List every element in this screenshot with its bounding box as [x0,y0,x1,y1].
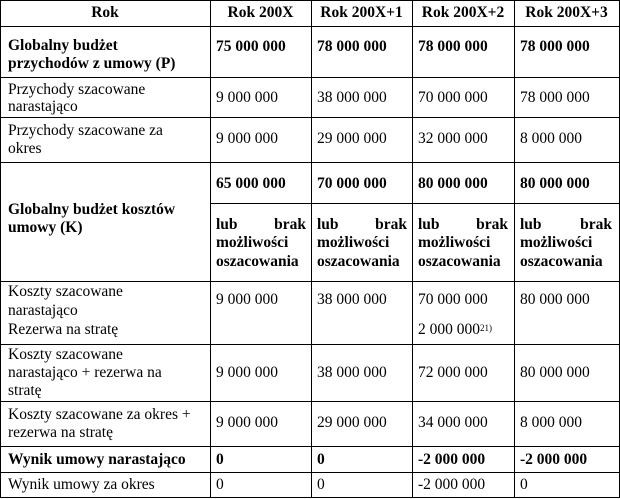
resultperiod-value-1: 0 [216,476,224,493]
costs-label-2: umowy (K) [8,219,83,236]
header-rok: Rok [91,4,119,21]
costperiod-value-2: 29 000 000 [317,414,387,431]
revperiod-value-1: 9 000 000 [216,130,278,147]
costs-value-1: 65 000 000 [216,175,286,192]
costs-alt-line3-2: oszacowania [317,253,400,270]
resultcum-label: Wynik umowy narastająco [8,451,186,468]
costcumres-label-3: stratę [8,382,42,399]
costs-alt-lub-row-4 [520,216,612,234]
costs-alt-line2-2: możliwości [317,234,390,251]
costcum-label-1: Koszty szacowane [8,283,123,300]
rule-costcumres-bottom [0,401,620,402]
costcumres-label-2: narastająco + rezerwa na [8,364,162,381]
costperiod-value-1: 9 000 000 [216,414,278,431]
costcum-value-2: 38 000 000 [317,291,387,308]
resultperiod-label: Wynik umowy za okres [8,476,155,493]
costs-alt-brak: brak [375,216,407,233]
costcum-value-1: 9 000 000 [216,291,278,308]
costcum-value-3: 70 000 000 [418,291,488,308]
costs-alt-line3-1: oszacowania [216,253,299,270]
costcumres-value-3: 72 000 000 [418,364,488,381]
costs-alt-lub: lub [216,216,238,233]
rule-resultcum-bottom [0,472,620,473]
header-year-3: Rok 200X+2 [421,4,505,21]
resultcum-value-4: -2 000 000 [520,451,588,468]
header-year-1: Rok 200X [227,4,294,21]
resultperiod-value-4: 0 [520,476,528,493]
rule-col1 [210,0,211,498]
costs-alt-brak: brak [274,216,306,233]
costcum-label-2: narastająco [8,302,78,319]
revperiod-value-3: 32 000 000 [418,130,488,147]
revenue-value-3: 78 000 000 [418,38,488,55]
costperiod-value-4: 8 000 000 [520,414,582,431]
costs-alt-lub-row-3 [418,216,508,234]
costcumres-value-2: 38 000 000 [317,364,387,381]
costs-alt-line2-1: możliwości [216,234,289,251]
revperiod-label-2: okres [8,140,42,157]
costs-alt-line2-4: możliwości [520,234,593,251]
resultperiod-value-3: -2 000 000 [418,476,486,493]
header-year-4: Rok 200X+3 [525,4,608,21]
rule-costperiod-bottom [0,446,620,447]
costperiod-label-1: Koszty szacowane za okres + [8,406,191,423]
revcum-label-2: narastająco [8,98,78,115]
costs-alt-lub-row-1 [216,216,306,234]
reserve-label: Rezerwa na stratę [8,321,119,338]
revcum-value-4: 78 000 000 [520,89,590,106]
rule-left [0,0,1,498]
costs-alt-lub: lub [520,216,542,233]
revcum-value-1: 9 000 000 [216,89,278,106]
costs-alt-line3-4: oszacowania [520,253,603,270]
costperiod-label-2: rezerwa na stratę [8,424,113,441]
rule-col4 [514,0,515,498]
resultperiod-value-2: 0 [317,476,325,493]
costcumres-label-1: Koszty szacowane [8,346,123,363]
costs-alt-line2-3: możliwości [418,234,491,251]
rule-revenue-bottom [0,77,620,78]
rule-costs-inner [210,203,620,204]
costs-value-4: 80 000 000 [520,175,590,192]
costs-alt-brak: brak [476,216,508,233]
rule-top [0,0,620,1]
costs-label-1: Globalny budżet kosztów [8,201,176,218]
revcum-value-3: 70 000 000 [418,89,488,106]
costs-alt-lub-row-2 [317,216,407,234]
header-year-2: Rok 200X+1 [320,4,403,21]
costcumres-value-1: 9 000 000 [216,364,278,381]
resultcum-value-3: -2 000 000 [418,451,486,468]
resultcum-value-2: 0 [317,451,325,468]
rule-revcum-bottom [0,117,620,118]
revenue-value-1: 75 000 000 [216,38,286,55]
revenue-value-4: 78 000 000 [520,38,590,55]
revcum-value-2: 38 000 000 [317,89,387,106]
costs-alt-lub: lub [317,216,339,233]
costcum-value-4: 80 000 000 [520,291,590,308]
rule-header-bottom [0,26,620,27]
revperiod-value-2: 29 000 000 [317,130,387,147]
reserve-amount: 2 000 000 [418,321,480,338]
costcumres-value-4: 80 000 000 [520,364,590,381]
revenue-value-2: 78 000 000 [317,38,387,55]
revperiod-value-4: 8 000 000 [520,130,582,147]
reserve-value [418,321,492,339]
costs-alt-line3-3: oszacowania [418,253,501,270]
costperiod-value-3: 34 000 000 [418,414,488,431]
rule-col2 [311,0,312,498]
costs-value-2: 70 000 000 [317,175,387,192]
rule-revperiod-bottom [0,162,620,163]
costs-alt-brak: brak [580,216,612,233]
rule-costs-bottom [0,281,620,282]
revenue-label-2: przychodów z umowy (P) [8,55,176,72]
resultcum-value-1: 0 [216,451,224,468]
costs-value-3: 80 000 000 [418,175,488,192]
revperiod-label-1: Przychody szacowane za [8,122,163,139]
rule-reserve-bottom [0,344,620,345]
revenue-label-1: Globalny budżet [8,37,118,54]
costs-alt-lub: lub [418,216,440,233]
rule-bottom [0,497,620,498]
revcum-label-1: Przychody szacowane [8,81,146,98]
reserve-footnote: 21) [480,323,492,333]
rule-col3 [412,0,413,498]
